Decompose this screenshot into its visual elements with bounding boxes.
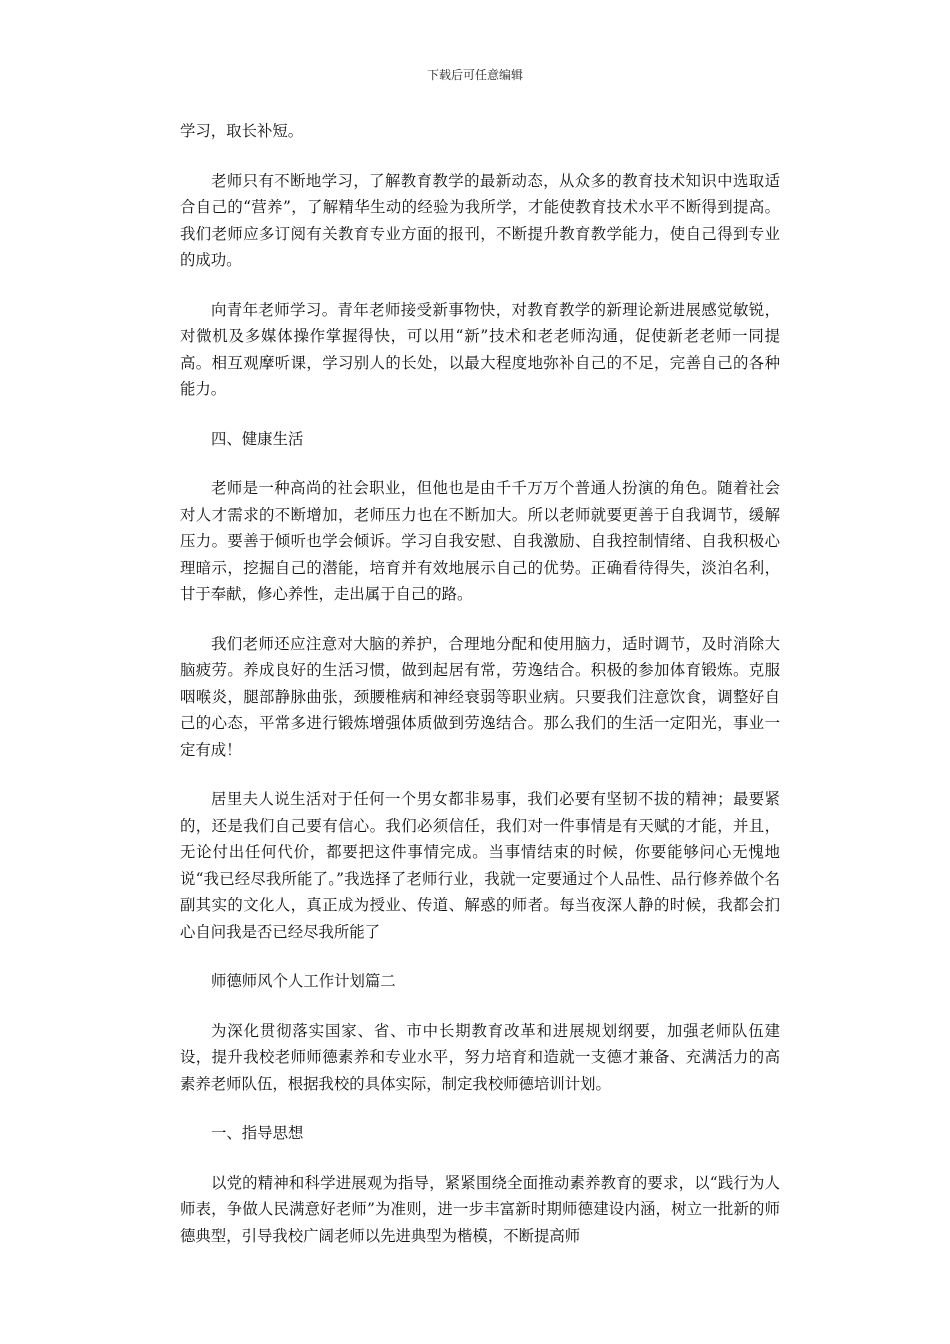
page-header: 下载后可任意编辑 xyxy=(426,68,523,82)
document-body xyxy=(180,118,780,1272)
paragraph: 学习，取长补短。 xyxy=(180,122,304,140)
section-heading: 四、健康生活 xyxy=(211,429,304,448)
section-heading: 一、指导思想 xyxy=(211,1124,304,1142)
paragraph: 向青年老师学习。青年老师接受新事物快，对教育教学的新理论新进展感觉敏锐，对微机及多媒体操作掌握得快，可以用“新”技术和老老师沟通，促使新老老师一同提高。相互观摩听课，学习别人的长处，以最大程度地弥补自己的不足，完善自己的各种能力。 xyxy=(180,300,780,398)
paragraph: 老师是一种高尚的社会职业，但他也是由千千万万个普通人扮演的角色。随着社会对人才需求的不断增加，老师压力也在不断加大。所以老师就要更善于自我调节，缓解压力。要善于倾听也学会倾诉。学习自我安慰、自我激励、自我控制情绪、自我积极心理暗示，挖掘自己的潜能，培育并有效地展示自己的优势。正确看待得失，淡泊名利，甘于奉献，修心养性，走出属于自己的路。 xyxy=(180,479,780,603)
paragraph: 为深化贯彻落实国家、省、市中长期教育改革和进展规划纲要，加强老师队伍建设，提升我校老师师德素养和专业水平，努力培育和造就一支德才兼备、充满活力的高素养老师队伍，根据我校的具体实际，制定我校师德培训计划。 xyxy=(180,1021,780,1093)
paragraph: 老师只有不断地学习，了解教育教学的最新动态，从众多的教育技术知识中选取适合自己的“营养”，了解精华生动的经验为我所学，才能使教育技术水平不断得到提高。我们老师应多订阅有关教育专业方面的报刊，不断提升教育教学能力，使自己得到专业的成功。 xyxy=(180,171,780,269)
section-heading: 师德师风个人工作计划篇二 xyxy=(211,972,396,990)
paragraph: 以党的精神和科学进展观为指导，紧紧围绕全面推动素养教育的要求，以“践行为人师表，争做人民满意好老师”为准则，进一步丰富新时期师德建设内涵，树立一批新的师德典型，引导我校广阔老师以先进典型为楷模，不断提高师 xyxy=(180,1173,780,1245)
paragraph: 居里夫人说生活对于任何一个男女都非易事，我们必要有坚韧不拔的精神；最要紧的，还是我们自己要有信心。我们必须信任，我们对一件事情是有天赋的才能，并且，无论付出任何代价，都要把这件事情完成。当事情结束的时候，你要能够问心无愧地说“我已经尽我所能了。”我选择了老师行业，我就一定要通过个人品性、品行修养做个名副其实的文化人，真正成为授业、传道、解惑的师者。每当夜深人静的时候，我都会扪心自问我是否已经尽我所能了 xyxy=(180,790,780,941)
paragraph: 我们老师还应注意对大脑的养护，合理地分配和使用脑力，适时调节，及时消除大脑疲劳。养成良好的生活习惯，做到起居有常，劳逸结合。积极的参加体育锻炼。克服咽喉炎，腿部静脉曲张，颈腰椎病和神经衰弱等职业病。只要我们注意饮食，调整好自己的心态，平常多进行锻炼增强体质做到劳逸结合。那么我们的生活一定阳光，事业一定有成！ xyxy=(180,634,780,759)
